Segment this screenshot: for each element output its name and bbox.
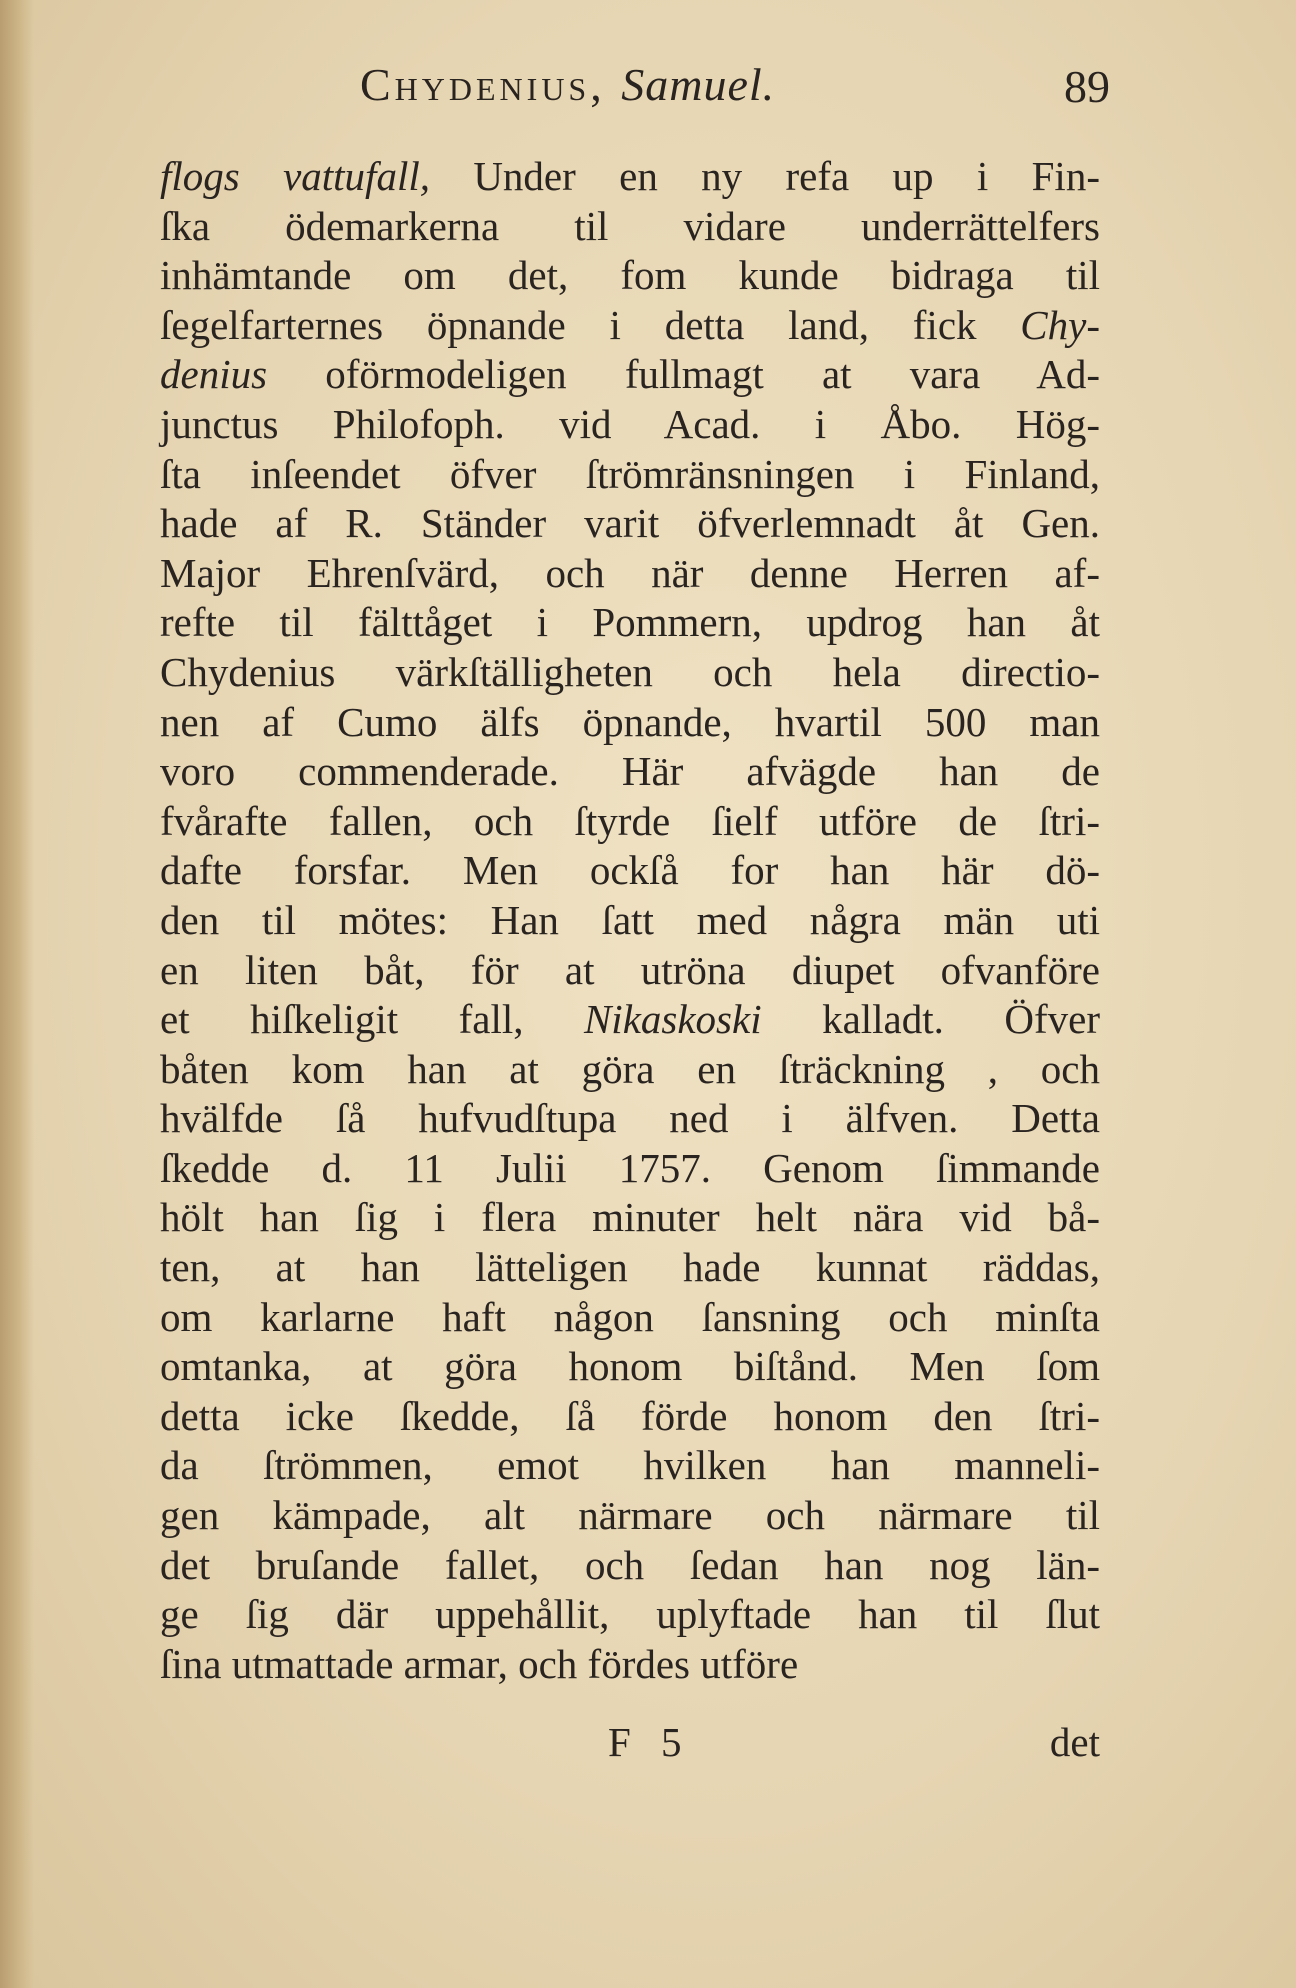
page-number: 89	[1064, 61, 1110, 112]
line-text: hvälfde ſå hufvudſtupa ned i älfven. Detta	[160, 1095, 1100, 1142]
line-text: fvårafte fallen, och ſtyrde ſielf utföre de ſtri-	[160, 797, 1100, 844]
text-line	[160, 747, 1100, 797]
text-line	[160, 152, 1100, 202]
text-line	[160, 1441, 1100, 1491]
text-line	[160, 1243, 1100, 1293]
line-text: Major Ehrenſvärd, och när denne Herren af-	[160, 549, 1100, 596]
line-text: hölt han ſig i flera minuter helt nära vid bå-	[160, 1194, 1100, 1241]
text-line	[160, 450, 1100, 500]
text-line	[160, 1541, 1100, 1591]
line-text: oförmodeligen fullmagt at vara Ad-	[267, 351, 1100, 398]
italic-phrase: flogs vattufall,	[160, 153, 430, 199]
italic-phrase: denius	[160, 351, 268, 398]
line-text: dafte forsfar. Men ockſå for han här dö-	[160, 847, 1100, 894]
text-line	[160, 1144, 1100, 1194]
line-text: ge ſig där uppehållit, uplyftade han til ſlut	[160, 1591, 1100, 1638]
line-text: voro commenderade. Här afvägde han de	[160, 748, 1100, 795]
text-line	[160, 1491, 1100, 1541]
line-text: den til mötes: Han ſatt med några män uti	[160, 896, 1100, 943]
text-line	[160, 797, 1100, 847]
text-line	[160, 202, 1100, 252]
line-text: ſkedde d. 11 Julii 1757. Genom ſimmande	[160, 1144, 1100, 1191]
text-line	[160, 549, 1100, 599]
line-text-after: kalladt. Öfver	[761, 996, 1100, 1043]
line-text: ſina utmattade armar, och fördes utföre	[160, 1640, 799, 1687]
line-text: Chydenius värkſtälligheten och hela directio-	[160, 648, 1100, 695]
text-line	[160, 400, 1100, 450]
text-line	[160, 946, 1100, 996]
line-text: omtanka, at göra honom biſtånd. Men ſom	[160, 1343, 1100, 1390]
italic-place-name: Nikaskoski	[583, 996, 762, 1043]
text-line	[160, 1193, 1100, 1243]
line-text: det bruſande fallet, och ſedan han nog län-	[160, 1541, 1100, 1588]
text-line	[160, 598, 1100, 648]
line-text: ten, at han lätteligen hade kunnat räddas,	[160, 1244, 1100, 1291]
line-text: nen af Cumo älfs öpnande, hvartil 500 man	[160, 698, 1100, 745]
text-line	[160, 1094, 1100, 1144]
text-line	[160, 846, 1100, 896]
text-line	[160, 499, 1100, 549]
line-text: ſta inſeendet öfver ſtrömränsningen i Finland,	[160, 450, 1100, 497]
line-text: en liten båt, för at utröna diupet ofvanföre	[160, 946, 1100, 993]
line-text: ſka ödemarkerna til vidare underrättelfers	[160, 202, 1100, 249]
text-line	[160, 1590, 1100, 1640]
text-line	[160, 1342, 1100, 1392]
text-line	[160, 350, 1100, 400]
line-text: gen kämpade, alt närmare och närmare til	[160, 1492, 1100, 1539]
italic-phrase: Chy-	[1020, 301, 1100, 348]
line-text: hade af R. Ständer varit öfverlemnadt åt Gen.	[160, 500, 1100, 547]
text-line	[160, 648, 1100, 698]
catchword: det	[1049, 1719, 1100, 1765]
line-text: da ſtrömmen, emot hvilken han manneli-	[160, 1442, 1100, 1489]
line-text: junctus Philofoph. vid Acad. i Åbo. Hög-	[160, 400, 1100, 447]
signature-mark: F 5	[608, 1719, 692, 1765]
text-line	[160, 301, 1100, 351]
line-text: Under en ny refa up i Fin-	[429, 153, 1100, 199]
running-title-given-name: Samuel.	[621, 59, 776, 110]
page-header	[330, 58, 1110, 118]
text-line	[160, 251, 1100, 301]
text-line	[160, 1640, 1100, 1690]
line-text: et hiſkeligit fall,	[160, 996, 584, 1043]
text-line	[160, 1293, 1100, 1343]
text-line	[160, 896, 1100, 946]
text-line	[160, 698, 1100, 748]
body-text	[160, 152, 1100, 1689]
line-text: om karlarne haft någon ſansning och minſta	[160, 1293, 1100, 1340]
running-title-surname: Chydenius,	[360, 59, 606, 110]
text-line	[160, 1392, 1100, 1442]
line-text: ſegelfarternes öpnande i detta land, fick	[160, 301, 1021, 348]
line-text: inhämtande om det, fom kunde bidraga til	[160, 252, 1100, 299]
line-text: refte til fälttåget i Pommern, updrog han åt	[160, 599, 1100, 646]
page-binding-edge	[0, 0, 34, 1988]
text-line	[160, 1045, 1100, 1095]
line-text: båten kom han at göra en ſträckning , och	[160, 1045, 1100, 1092]
running-title	[360, 58, 775, 111]
line-text: detta icke ſkedde, ſå förde honom den ſtri-	[160, 1392, 1100, 1439]
page-footer	[160, 1718, 1100, 1768]
text-line	[160, 995, 1100, 1045]
